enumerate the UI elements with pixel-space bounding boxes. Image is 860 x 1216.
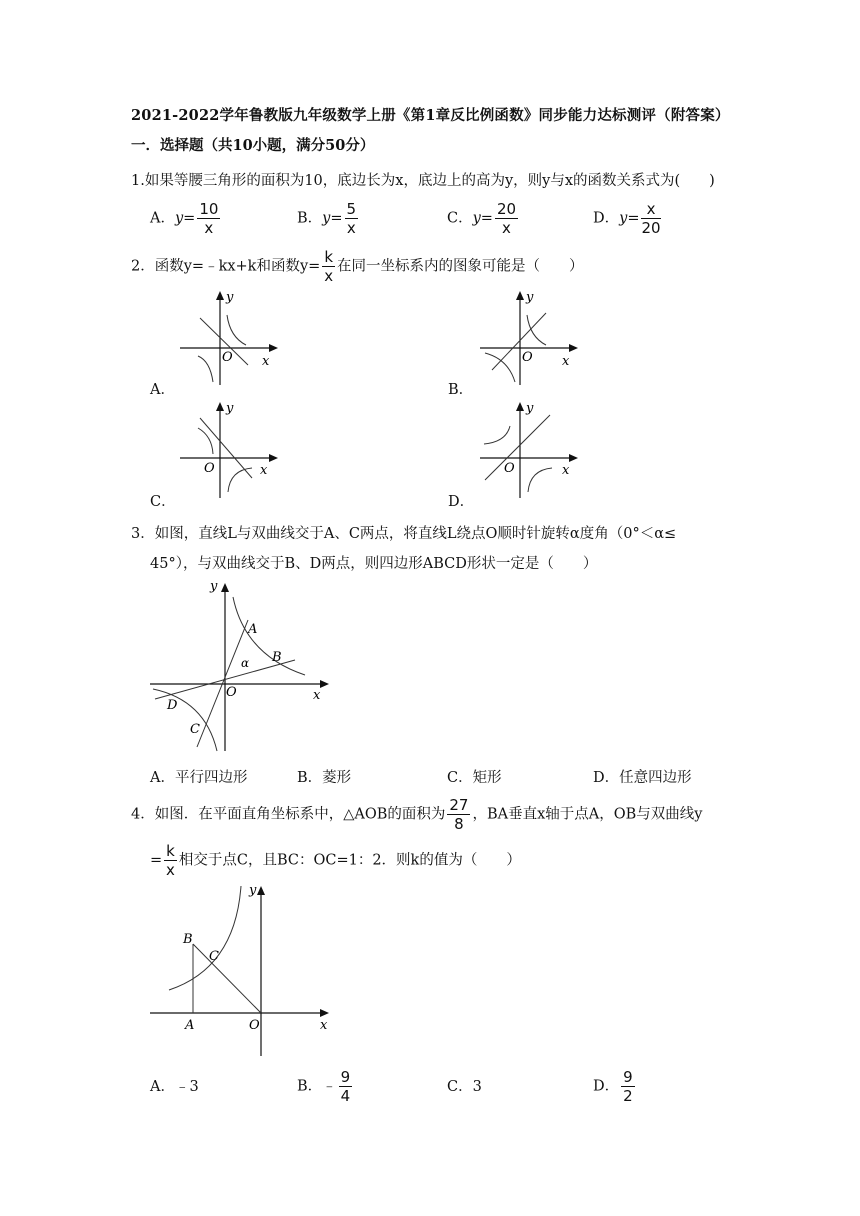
hyperbola-branch-1 xyxy=(198,428,213,454)
origin-label: O xyxy=(249,1018,260,1033)
linear-graph-line xyxy=(485,415,550,480)
q1-option-d-label: D． xyxy=(593,210,620,227)
q4-area-fraction xyxy=(447,796,470,833)
point-D-label: D xyxy=(167,698,178,713)
q2-graph-d xyxy=(470,398,590,503)
question-3-line-2: 45°），与双曲线交于B、D两点，则四边形ABCD形状一定是（ ） xyxy=(150,556,598,572)
y-axis-arrow xyxy=(221,583,229,592)
x-label: x xyxy=(562,463,570,478)
q3-option-b: B．菱形 xyxy=(297,770,352,786)
y-label: y xyxy=(526,401,534,416)
y-axis-arrow xyxy=(516,402,524,411)
q3-option-d: D．任意四边形 xyxy=(593,770,692,786)
q4-option-d-fraction xyxy=(621,1068,635,1105)
hyperbola-branch-1 xyxy=(227,315,246,345)
hyperbola-branch-2 xyxy=(528,468,552,492)
section-heading: 一．选择题（共10小题，满分50分） xyxy=(131,137,375,154)
x-axis-arrow xyxy=(320,1009,329,1017)
x-label: x xyxy=(262,354,270,369)
y-label: y xyxy=(226,290,234,305)
q4-option-a-value: ﹣3 xyxy=(174,1079,199,1095)
hyperbola-branch-1 xyxy=(484,426,510,444)
x-label: x xyxy=(320,1018,328,1033)
q1-option-a-pre: y= xyxy=(174,210,196,227)
question-3-line-1: 3．如图，直线L与双曲线交于A、C两点，将直线L绕点O顺时针旋转α度角（0°＜α≤ xyxy=(131,526,677,542)
q2-option-c-label: C． xyxy=(150,494,176,510)
q4-option-b-sign: ﹣ xyxy=(322,1078,337,1095)
y-axis-arrow xyxy=(216,291,224,300)
q2-stem-fraction xyxy=(322,248,335,285)
q1-option-d-num: x xyxy=(641,200,660,219)
point-B-label: B xyxy=(272,650,282,665)
q4-option-b-den: 4 xyxy=(340,1087,351,1105)
linear-graph-line xyxy=(492,313,546,370)
point-C-label: C xyxy=(209,949,219,964)
origin-label: O xyxy=(222,350,233,365)
x-label: x xyxy=(260,463,268,478)
q4-option-d xyxy=(593,1068,637,1105)
q1-option-a-den: x xyxy=(204,219,214,237)
question-4-line-1 xyxy=(131,796,703,833)
point-B-label: B xyxy=(183,932,193,947)
q2-frac-num: k xyxy=(324,248,333,266)
q2-graph-b xyxy=(470,285,590,390)
q1-option-c-fraction xyxy=(495,200,518,237)
y-label: y xyxy=(526,290,534,305)
q1-option-d xyxy=(593,200,663,237)
q4-option-d-num: 9 xyxy=(623,1068,633,1086)
q1-option-c xyxy=(447,200,520,237)
point-C-label: C xyxy=(190,722,200,737)
q1-option-a-label: A． xyxy=(150,210,175,227)
q4-option-c-value: 3 xyxy=(472,1079,482,1095)
segment-OB xyxy=(193,944,261,1013)
q1-option-b-num: 5 xyxy=(346,200,357,218)
q1-option-b-pre: y= xyxy=(322,210,343,227)
x-label: x xyxy=(562,354,570,369)
q2-frac-den: x xyxy=(324,267,334,285)
q4-area-num: 27 xyxy=(449,796,469,814)
q4-option-b-fraction xyxy=(339,1068,353,1105)
x-axis-arrow xyxy=(320,680,329,688)
q3-option-c: C．矩形 xyxy=(447,770,502,786)
q4-option-c-label: C． xyxy=(447,1079,473,1095)
q1-option-c-den: x xyxy=(502,219,511,237)
q4-figure xyxy=(145,878,345,1063)
q4-line1-a: 4．如图．在平面直角坐标系中，△AOB的面积为 xyxy=(131,806,446,823)
x-axis-arrow xyxy=(569,344,578,352)
x-axis-arrow xyxy=(269,454,278,462)
q1-option-c-label: C． xyxy=(447,210,473,227)
y-label: y xyxy=(249,883,257,898)
point-A-label: A xyxy=(185,1018,195,1033)
question-2-stem xyxy=(131,248,584,285)
q4-line2-a: = xyxy=(150,852,163,869)
hyperbola-branch-2 xyxy=(228,468,252,492)
q1-option-a xyxy=(150,200,222,237)
q4-option-b xyxy=(297,1068,354,1105)
q4-k-fraction xyxy=(164,842,177,879)
y-axis-arrow xyxy=(257,886,265,895)
q1-option-c-num: 20 xyxy=(496,200,517,218)
q1-option-b-fraction xyxy=(345,200,359,237)
q3-option-a: A．平行四边形 xyxy=(150,770,248,786)
origin-label: O xyxy=(522,350,533,365)
q4-line1-b: ，BA垂直x轴于点A，OB与双曲线y xyxy=(472,806,703,823)
q2-stem-b: 在同一坐标系内的图象可能是（ ） xyxy=(337,258,584,275)
q1-option-b xyxy=(297,200,360,237)
q2-graph-a xyxy=(170,285,290,390)
q4-option-a-label: A． xyxy=(150,1079,175,1095)
q4-option-a xyxy=(150,1075,199,1096)
q4-option-b-num: 9 xyxy=(340,1068,351,1086)
q3-figure xyxy=(145,575,340,755)
origin-label: O xyxy=(504,461,515,476)
q1-option-b-label: B． xyxy=(297,210,323,227)
x-label: x xyxy=(313,688,321,703)
q1-option-b-den: x xyxy=(346,219,356,237)
y-axis-arrow xyxy=(216,402,224,411)
q4-line2-b: 相交于点C，且BC：OC=1：2．则k的值为（ ） xyxy=(178,852,521,869)
hyperbola-branch-2 xyxy=(198,356,213,382)
q2-option-b-label: B． xyxy=(448,382,474,398)
q2-option-d-label: D． xyxy=(448,494,475,510)
q2-graph-c xyxy=(170,398,290,503)
q4-option-d-label: D． xyxy=(593,1078,620,1095)
q4-area-den: 8 xyxy=(454,815,464,833)
hyperbola-branch xyxy=(169,886,241,990)
q2-stem-a: 2．函数y=﹣kx+k和函数y= xyxy=(131,258,321,275)
q4-option-c xyxy=(447,1075,482,1096)
y-label: y xyxy=(226,401,234,416)
y-axis-arrow xyxy=(516,291,524,300)
origin-label: O xyxy=(226,685,237,700)
document-title: 2021-2022学年鲁教版九年级数学上册《第1章反比例函数》同步能力达标测评（附答案） xyxy=(131,107,730,124)
q4-k-num: k xyxy=(166,842,175,860)
q4-k-den: x xyxy=(166,861,175,879)
q1-option-c-pre: y= xyxy=(472,210,493,227)
point-A-label: A xyxy=(248,622,258,637)
q1-option-d-den: 20 xyxy=(641,219,661,237)
question-4-line-2 xyxy=(150,842,521,879)
q4-option-b-label: B． xyxy=(297,1078,323,1095)
x-axis-arrow xyxy=(569,454,578,462)
hyperbola-branch-2 xyxy=(485,353,515,382)
q1-option-a-num: 10 xyxy=(199,200,219,218)
question-1-stem: 1.如果等腰三角形的面积为10，底边长为x，底边上的高为y，则y与x的函数关系式为( ) xyxy=(131,173,715,189)
q4-option-d-den: 2 xyxy=(623,1087,633,1105)
q1-option-a-fraction xyxy=(197,200,220,237)
q2-option-a-label: A． xyxy=(150,382,175,398)
q1-option-d-fraction xyxy=(641,200,660,237)
y-label: y xyxy=(210,579,218,594)
q1-option-d-pre: y= xyxy=(619,210,640,227)
x-axis-arrow xyxy=(269,344,278,352)
origin-label: O xyxy=(204,461,215,476)
angle-alpha-label: α xyxy=(241,656,250,670)
